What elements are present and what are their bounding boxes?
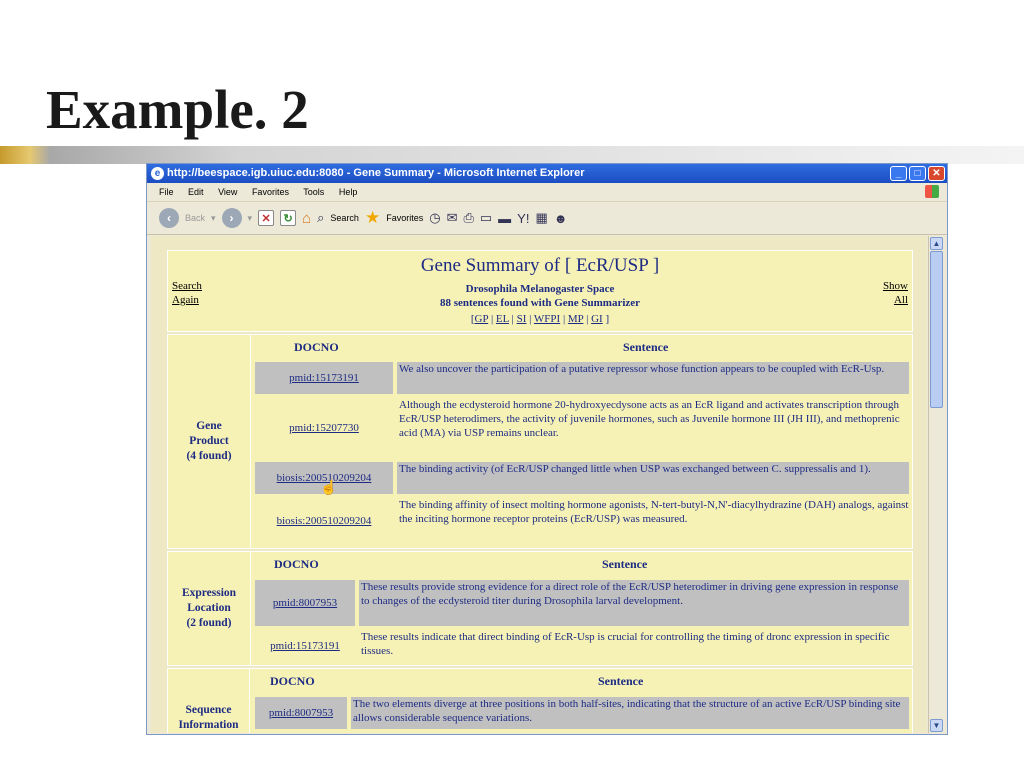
docno-link[interactable]: pmid:15207730 bbox=[289, 422, 359, 434]
column-header-sentence: Sentence bbox=[602, 557, 648, 571]
history-icon[interactable]: ◷ bbox=[429, 210, 441, 225]
messenger-icon[interactable]: ☻ bbox=[553, 210, 568, 226]
maximize-button[interactable]: □ bbox=[909, 166, 926, 181]
slide-accent-bar bbox=[0, 146, 1024, 164]
close-button[interactable]: ✕ bbox=[928, 166, 945, 181]
section-gene-product bbox=[167, 334, 913, 549]
favorites-star-icon[interactable]: ★ bbox=[364, 208, 381, 227]
docno-link[interactable]: biosis:200510209204 bbox=[276, 515, 372, 527]
ie-logo-icon: e bbox=[151, 167, 164, 180]
menu-help[interactable]: Help bbox=[338, 187, 358, 197]
column-header-docno: DOCNO bbox=[294, 340, 339, 354]
slide-title: Example. 2 bbox=[46, 79, 309, 140]
menu-view[interactable]: View bbox=[218, 187, 238, 197]
search-again-text[interactable]: Search Again bbox=[172, 280, 202, 306]
forward-arrow-icon[interactable]: › bbox=[222, 208, 242, 228]
docno-link[interactable]: biosis:200510209204 bbox=[255, 462, 393, 494]
section-label: Sequence Information bbox=[168, 669, 250, 733]
docno-link[interactable]: pmid:15173191 bbox=[270, 640, 340, 652]
docno-link[interactable]: pmid:8007953 bbox=[255, 697, 347, 729]
link-mp[interactable]: MP bbox=[567, 313, 584, 325]
scrollbar-thumb[interactable] bbox=[930, 251, 943, 408]
menu-favorites[interactable]: Favorites bbox=[251, 187, 289, 197]
column-header-docno: DOCNO bbox=[270, 674, 315, 688]
gene-summary-subtitle bbox=[168, 282, 912, 310]
sentence-count: 88 sentences found with Gene Summarizer bbox=[439, 297, 641, 309]
home-icon[interactable]: ⌂ bbox=[302, 209, 312, 227]
scroll-up-arrow-icon[interactable]: ▲ bbox=[930, 237, 943, 250]
yahoo-icon[interactable]: Y! bbox=[517, 210, 530, 226]
window-title: http://beespace.igb.uiuc.edu:8080 - Gene Summary - Microsoft Internet Explorer bbox=[167, 167, 585, 179]
column-header-sentence: Sentence bbox=[598, 674, 644, 688]
section-expression-location bbox=[167, 551, 913, 666]
toolbar bbox=[147, 202, 947, 235]
search-icon[interactable]: ⌕ bbox=[317, 210, 325, 225]
sentence-cell: These results indicate that direct binding of EcR-Usp is crucial for controlling the timing of dronc expression in specific tissues. bbox=[361, 631, 890, 657]
sentence-cell: The binding affinity of insect molting hormone agonists, N-tert-butyl-N,N'-diacylhydrazine (DAH) analogs, against the inciting hormone receptor proteins (EcR/USP) was measured. bbox=[399, 499, 909, 525]
print-icon[interactable]: ⎙ bbox=[463, 210, 474, 225]
back-dropdown-icon[interactable]: ▾ bbox=[211, 212, 216, 223]
window-titlebar[interactable] bbox=[147, 164, 947, 183]
edit-icon[interactable]: ▭ bbox=[479, 210, 493, 225]
search-button-label[interactable]: Search bbox=[330, 213, 359, 223]
scroll-down-arrow-icon[interactable]: ▼ bbox=[930, 719, 943, 732]
menu-file[interactable]: File bbox=[159, 187, 174, 197]
gene-summary-header bbox=[167, 250, 913, 332]
research-icon[interactable]: ▦ bbox=[535, 210, 548, 225]
space-name: Drosophila Melanogaster Space bbox=[465, 283, 615, 295]
browser-window bbox=[146, 163, 948, 735]
page-viewport bbox=[151, 236, 927, 733]
menu-bar bbox=[147, 183, 947, 202]
section-label: Expression Location (2 found) bbox=[168, 552, 251, 665]
favorites-button-label[interactable]: Favorites bbox=[386, 213, 424, 223]
sentence-cell: The binding activity (of EcR/USP changed little when USP was exchanged between C. suppressalis and 1). bbox=[397, 462, 909, 494]
section-label: Gene Product (4 found) bbox=[168, 335, 251, 548]
forward-dropdown-icon[interactable]: ▾ bbox=[247, 212, 253, 223]
minimize-button[interactable]: _ bbox=[890, 166, 907, 181]
section-links: [GP | EL | SI | WFPI | MP | GI ] bbox=[470, 313, 610, 325]
menu-edit[interactable]: Edit bbox=[188, 187, 204, 197]
refresh-icon[interactable]: ↻ bbox=[280, 210, 296, 226]
windows-logo-icon bbox=[925, 185, 939, 198]
hand-cursor-icon: ☝ bbox=[320, 481, 338, 496]
sentence-cell: We also uncover the participation of a putative repressor whose function appears to be coupled with EcR-Usp. bbox=[397, 362, 909, 394]
menu-tools[interactable]: Tools bbox=[303, 187, 325, 197]
section-sequence-information bbox=[167, 668, 913, 733]
sentence-cell: These results provide strong evidence for a direct role of the EcR/USP heterodimer in driving gene expression in response to changes of the ecdysteroid titer during Drosophila larval development. bbox=[359, 580, 909, 626]
stop-icon[interactable]: ✕ bbox=[258, 210, 274, 226]
link-gp[interactable]: GP bbox=[474, 313, 489, 325]
vertical-scrollbar[interactable] bbox=[928, 236, 944, 733]
folder-icon[interactable]: ▬ bbox=[498, 210, 512, 226]
link-wfpi[interactable]: WFPI bbox=[533, 313, 561, 325]
mail-icon[interactable]: ✉ bbox=[446, 210, 458, 225]
sentence-cell: Although the ecdysteroid hormone 20-hydroxyecdysone acts as an EcR ligand and activates transcription through EcR/USP heterodimers, the activity of juvenile hormones, such as Juvenile hormone III (JH III), and methoprenic acid (MA) via USP remains unclear. bbox=[399, 399, 900, 439]
back-button-label[interactable]: Back bbox=[185, 213, 206, 223]
gene-summary-title: Gene Summary of [ EcR/USP ] bbox=[420, 255, 660, 276]
column-header-sentence: Sentence bbox=[623, 340, 669, 354]
column-header-docno: DOCNO bbox=[274, 557, 319, 571]
back-arrow-icon[interactable]: ‹ bbox=[159, 208, 179, 228]
docno-link[interactable]: pmid:15173191 bbox=[255, 362, 393, 394]
link-el[interactable]: EL bbox=[495, 313, 509, 325]
sentence-cell: The two elements diverge at three positions in both half-sites, indicating that the structure of an active EcR/USP binding site allows considerable sequence variations. bbox=[351, 697, 909, 729]
link-gi[interactable]: GI bbox=[591, 313, 603, 325]
link-si[interactable]: SI bbox=[516, 313, 527, 325]
docno-link[interactable]: pmid:8007953 bbox=[255, 580, 355, 626]
show-all-text[interactable]: Show All bbox=[882, 280, 908, 306]
